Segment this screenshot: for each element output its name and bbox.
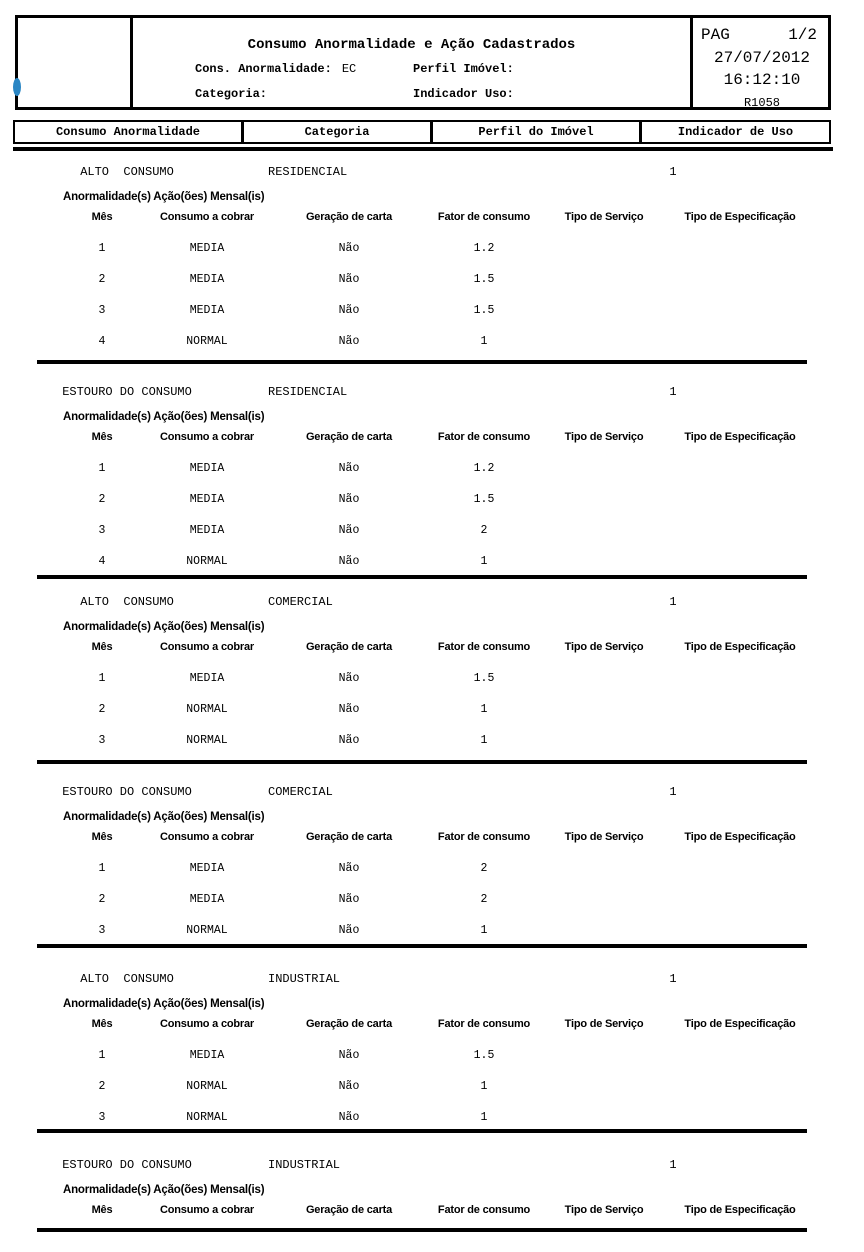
detail-cell-fator-de-consumo: 1.2: [473, 242, 495, 255]
pag-label: PAG: [701, 26, 730, 44]
logo-cell: [18, 18, 130, 107]
detail-column-header-tipo-de-especificacao: Tipo de Especificação: [684, 1018, 796, 1030]
detail-cell-mes: 4: [98, 335, 106, 348]
detail-cell-geracao-de-carta: Não: [338, 1111, 360, 1124]
detail-cell-mes: 4: [98, 555, 106, 568]
detail-column-header-tipo-de-servico: Tipo de Serviço: [564, 431, 644, 443]
detail-column-header-mes: Mês: [91, 641, 113, 653]
section-divider: [37, 944, 807, 948]
detail-column-header-fator-de-consumo: Fator de consumo: [437, 641, 531, 653]
filter-perfil-imovel: [413, 62, 524, 76]
detail-cell-fator-de-consumo: 1: [480, 555, 488, 568]
detail-cell-consumo-a-cobrar: MEDIA: [189, 862, 225, 875]
detail-cell-mes: 3: [98, 924, 106, 937]
detail-cell-mes: 1: [98, 1049, 106, 1062]
section-divider: [37, 1129, 807, 1133]
detail-column-header-mes: Mês: [91, 1204, 113, 1216]
section-divider: [37, 575, 807, 579]
column-header-perfil-imovel: Perfil do Imóvel: [478, 125, 594, 139]
detail-cell-consumo-a-cobrar: NORMAL: [186, 703, 228, 716]
header-rule: [13, 147, 833, 151]
detail-cell-fator-de-consumo: 1.2: [473, 462, 495, 475]
detail-column-header-consumo-a-cobrar: Consumo a cobrar: [160, 431, 254, 443]
detail-column-header-tipo-de-especificacao: Tipo de Especificação: [684, 641, 796, 653]
detail-column-header-fator-de-consumo: Fator de consumo: [437, 831, 531, 843]
page-number-row: [693, 26, 831, 44]
section-categoria: INDUSTRIAL: [268, 972, 341, 986]
section-categoria: INDUSTRIAL: [268, 1158, 341, 1172]
column-header-indicador-uso: Indicador de Uso: [677, 125, 794, 139]
detail-column-header-tipo-de-servico: Tipo de Serviço: [564, 831, 644, 843]
detail-cell-geracao-de-carta: Não: [338, 924, 360, 937]
detail-cell-fator-de-consumo: 1.5: [473, 672, 495, 685]
column-header-consumo-anormalidade: Consumo Anormalidade: [55, 125, 201, 139]
detail-column-header-mes: Mês: [91, 831, 113, 843]
detail-cell-fator-de-consumo: 1.5: [473, 493, 495, 506]
section-indicador-uso: 1: [669, 165, 677, 179]
detail-cell-consumo-a-cobrar: MEDIA: [189, 242, 225, 255]
detail-cell-consumo-a-cobrar: NORMAL: [186, 1111, 228, 1124]
detail-cell-consumo-a-cobrar: NORMAL: [186, 335, 228, 348]
detail-column-header-consumo-a-cobrar: Consumo a cobrar: [160, 1018, 254, 1030]
section-categoria: RESIDENCIAL: [268, 165, 348, 179]
detail-cell-mes: 1: [98, 242, 106, 255]
detail-column-header-tipo-de-servico: Tipo de Serviço: [564, 1204, 644, 1216]
filter-cons-anormalidade-label: Cons. Anormalidade:: [195, 62, 332, 76]
detail-column-header-consumo-a-cobrar: Consumo a cobrar: [160, 211, 254, 223]
filter-cons-anormalidade-value: EC: [341, 62, 357, 76]
detail-cell-consumo-a-cobrar: NORMAL: [186, 734, 228, 747]
detail-column-header-geracao-de-carta: Geração de carta: [305, 211, 393, 223]
detail-cell-geracao-de-carta: Não: [338, 462, 360, 475]
detail-cell-mes: 2: [98, 893, 106, 906]
report-code: R1058: [743, 96, 780, 110]
column-header-bar: [13, 120, 831, 144]
detail-cell-geracao-de-carta: Não: [338, 304, 360, 317]
page-number: 1/2: [788, 26, 817, 44]
detail-cell-geracao-de-carta: Não: [338, 893, 360, 906]
detail-cell-consumo-a-cobrar: MEDIA: [189, 462, 225, 475]
section-consumo-anormalidade: ALTO CONSUMO: [80, 165, 174, 179]
detail-cell-mes: 2: [98, 273, 106, 286]
detail-cell-fator-de-consumo: 2: [480, 893, 488, 906]
detail-column-header-tipo-de-especificacao: Tipo de Especificação: [684, 431, 796, 443]
filter-categoria: [195, 87, 277, 101]
detail-column-header-fator-de-consumo: Fator de consumo: [437, 431, 531, 443]
section-divider: [37, 760, 807, 764]
detail-cell-fator-de-consumo: 1.5: [473, 1049, 495, 1062]
detail-column-header-tipo-de-servico: Tipo de Serviço: [564, 211, 644, 223]
detail-column-header-fator-de-consumo: Fator de consumo: [437, 1018, 531, 1030]
detail-column-header-geracao-de-carta: Geração de carta: [305, 1204, 393, 1216]
filter-indicador-uso-label: Indicador Uso:: [413, 87, 514, 101]
section-consumo-anormalidade: ESTOURO DO CONSUMO: [62, 785, 192, 799]
detail-cell-geracao-de-carta: Não: [338, 273, 360, 286]
section-indicador-uso: 1: [669, 972, 677, 986]
detail-cell-geracao-de-carta: Não: [338, 555, 360, 568]
detail-cell-geracao-de-carta: Não: [338, 524, 360, 537]
detail-column-header-fator-de-consumo: Fator de consumo: [437, 1204, 531, 1216]
detail-cell-geracao-de-carta: Não: [338, 493, 360, 506]
detail-cell-fator-de-consumo: 1: [480, 1080, 488, 1093]
detail-column-header-geracao-de-carta: Geração de carta: [305, 1018, 393, 1030]
detail-cell-fator-de-consumo: 1: [480, 1111, 488, 1124]
detail-cell-fator-de-consumo: 1: [480, 924, 488, 937]
section-consumo-anormalidade: ESTOURO DO CONSUMO: [62, 385, 192, 399]
detail-cell-fator-de-consumo: 1: [480, 335, 488, 348]
report-header-box: [15, 15, 831, 110]
section-divider: [37, 1228, 807, 1232]
detail-cell-fator-de-consumo: 1: [480, 734, 488, 747]
section-subtitle: Anormalidade(s) Ação(ões) Mensal(is): [63, 411, 265, 423]
detail-cell-consumo-a-cobrar: NORMAL: [186, 555, 228, 568]
detail-cell-geracao-de-carta: Não: [338, 703, 360, 716]
report-title: Consumo Anormalidade e Ação Cadastrados: [247, 37, 576, 53]
section-consumo-anormalidade: ALTO CONSUMO: [80, 595, 174, 609]
detail-cell-geracao-de-carta: Não: [338, 335, 360, 348]
section-subtitle: Anormalidade(s) Ação(ões) Mensal(is): [63, 191, 265, 203]
detail-cell-geracao-de-carta: Não: [338, 734, 360, 747]
detail-cell-mes: 2: [98, 703, 106, 716]
detail-cell-mes: 3: [98, 524, 106, 537]
column-header-categoria: Categoria: [304, 125, 370, 139]
report-time: 16:12:10: [723, 71, 801, 89]
detail-column-header-geracao-de-carta: Geração de carta: [305, 431, 393, 443]
section-subtitle: Anormalidade(s) Ação(ões) Mensal(is): [63, 621, 265, 633]
section-indicador-uso: 1: [669, 595, 677, 609]
section-categoria: COMERCIAL: [268, 595, 333, 609]
detail-cell-geracao-de-carta: Não: [338, 672, 360, 685]
detail-column-header-tipo-de-servico: Tipo de Serviço: [564, 1018, 644, 1030]
detail-cell-geracao-de-carta: Não: [338, 1049, 360, 1062]
detail-cell-consumo-a-cobrar: MEDIA: [189, 672, 225, 685]
detail-column-header-tipo-de-especificacao: Tipo de Especificação: [684, 211, 796, 223]
detail-column-header-consumo-a-cobrar: Consumo a cobrar: [160, 1204, 254, 1216]
section-subtitle: Anormalidade(s) Ação(ões) Mensal(is): [63, 998, 265, 1010]
detail-cell-geracao-de-carta: Não: [338, 862, 360, 875]
detail-cell-mes: 2: [98, 493, 106, 506]
detail-cell-geracao-de-carta: Não: [338, 1080, 360, 1093]
detail-column-header-consumo-a-cobrar: Consumo a cobrar: [160, 641, 254, 653]
section-indicador-uso: 1: [669, 385, 677, 399]
logo-fragment-icon: [13, 78, 21, 96]
detail-cell-consumo-a-cobrar: MEDIA: [189, 493, 225, 506]
detail-column-header-fator-de-consumo: Fator de consumo: [437, 211, 531, 223]
filter-perfil-imovel-label: Perfil Imóvel:: [413, 62, 514, 76]
detail-column-header-geracao-de-carta: Geração de carta: [305, 641, 393, 653]
detail-cell-consumo-a-cobrar: MEDIA: [189, 1049, 225, 1062]
detail-column-header-geracao-de-carta: Geração de carta: [305, 831, 393, 843]
detail-cell-mes: 1: [98, 862, 106, 875]
detail-cell-consumo-a-cobrar: MEDIA: [189, 893, 225, 906]
detail-column-header-mes: Mês: [91, 211, 113, 223]
detail-cell-mes: 1: [98, 462, 106, 475]
detail-cell-fator-de-consumo: 2: [480, 524, 488, 537]
detail-cell-consumo-a-cobrar: NORMAL: [186, 924, 228, 937]
detail-cell-fator-de-consumo: 2: [480, 862, 488, 875]
detail-cell-consumo-a-cobrar: MEDIA: [189, 273, 225, 286]
detail-cell-consumo-a-cobrar: MEDIA: [189, 524, 225, 537]
filter-cons-anormalidade: [195, 62, 356, 76]
report-date: 27/07/2012: [713, 49, 810, 67]
header-logo-divider: [130, 18, 133, 107]
page-info-cell: [693, 18, 831, 110]
detail-cell-mes: 2: [98, 1080, 106, 1093]
detail-cell-mes: 3: [98, 734, 106, 747]
section-consumo-anormalidade: ALTO CONSUMO: [80, 972, 174, 986]
filter-categoria-label: Categoria:: [195, 87, 268, 101]
section-consumo-anormalidade: ESTOURO DO CONSUMO: [62, 1158, 192, 1172]
detail-column-header-tipo-de-especificacao: Tipo de Especificação: [684, 1204, 796, 1216]
section-indicador-uso: 1: [669, 785, 677, 799]
detail-column-header-mes: Mês: [91, 431, 113, 443]
detail-cell-consumo-a-cobrar: NORMAL: [186, 1080, 228, 1093]
section-subtitle: Anormalidade(s) Ação(ões) Mensal(is): [63, 811, 265, 823]
filter-indicador-uso: [413, 87, 524, 101]
section-categoria: COMERCIAL: [268, 785, 333, 799]
detail-cell-mes: 1: [98, 672, 106, 685]
detail-column-header-consumo-a-cobrar: Consumo a cobrar: [160, 831, 254, 843]
detail-cell-consumo-a-cobrar: MEDIA: [189, 304, 225, 317]
detail-cell-geracao-de-carta: Não: [338, 242, 360, 255]
detail-column-header-tipo-de-servico: Tipo de Serviço: [564, 641, 644, 653]
detail-cell-fator-de-consumo: 1: [480, 703, 488, 716]
detail-cell-fator-de-consumo: 1.5: [473, 273, 495, 286]
detail-cell-mes: 3: [98, 304, 106, 317]
detail-column-header-mes: Mês: [91, 1018, 113, 1030]
section-categoria: RESIDENCIAL: [268, 385, 348, 399]
section-divider: [37, 360, 807, 364]
detail-column-header-tipo-de-especificacao: Tipo de Especificação: [684, 831, 796, 843]
detail-cell-mes: 3: [98, 1111, 106, 1124]
section-indicador-uso: 1: [669, 1158, 677, 1172]
detail-cell-fator-de-consumo: 1.5: [473, 304, 495, 317]
section-subtitle: Anormalidade(s) Ação(ões) Mensal(is): [63, 1184, 265, 1196]
